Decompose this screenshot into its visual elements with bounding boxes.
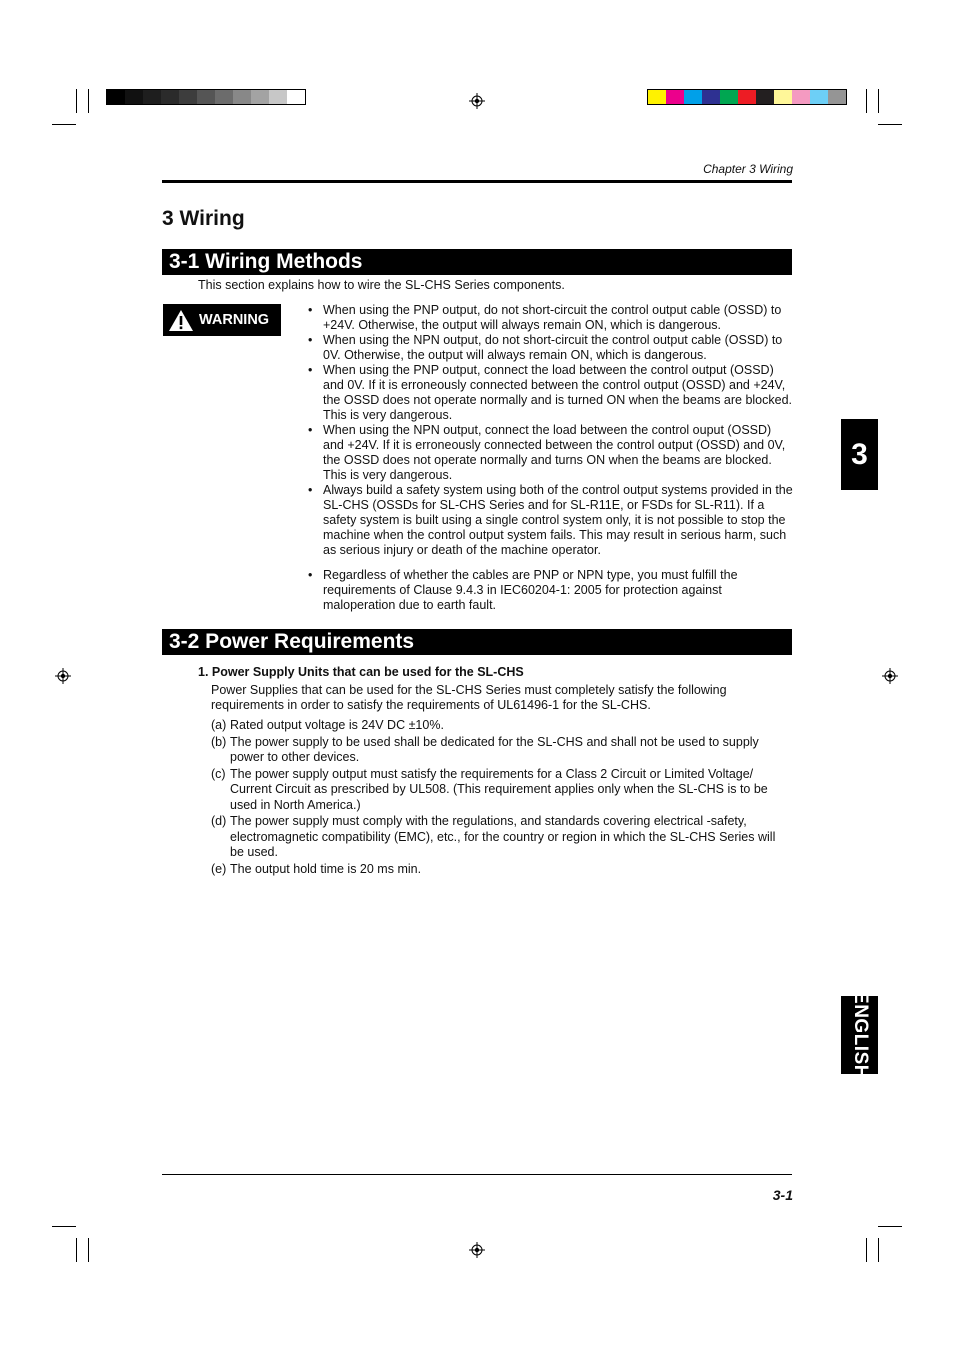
item-text: The power supply to be used shall be dedicated for the SL-CHS and shall not be used to supply power to other devices. [230,734,759,764]
footer-rule [162,1174,792,1175]
color-swatch [774,90,792,104]
header-rule [162,180,792,183]
warning-list [308,303,794,613]
list-item: • When using the NPN output, connect the load between the control ouput (OSSD) and +24V. If it is erroneously connected between the control output (OSSD) and 0V, the OSSD does not operate normally and turns ON when the beams are blocked. This is very dangerous. [308,423,794,483]
registration-mark-icon [55,668,71,684]
color-swatch [756,90,774,104]
list-item: • Always build a safety system using both of the control output systems provided in the SL-CHS (OSSDs for SL-CHS Series and for SL-R11E, or FSDs for SL-R11). If a safety system is built using a single control system only, it is not possible to stop the machine when the control output system fails. This may result in serious harm, such as serious injury or death of the machine operator. [308,483,794,558]
color-swatch [720,90,738,104]
warning-badge [163,304,281,336]
section-intro: This section explains how to wire the SL-CHS Series components. [198,278,565,292]
item-text: The output hold time is 20 ms min. [230,861,422,876]
registration-mark-icon [882,668,898,684]
color-swatch [269,90,287,104]
list-item: • When using the PNP output, do not short-circuit the control output cable (OSSD) to +24V. Otherwise, the output will always remain ON, which is dangerous. [308,303,794,333]
color-swatch [125,90,143,104]
color-swatch [215,90,233,104]
item-marker: (c) [211,766,226,781]
color-swatch [702,90,720,104]
item-text: The power supply output must satisfy the requirements for a Class 2 Circuit or Limited Voltage/ Current Circuit as prescribed by UL508. (This requirement applies only when the SL-CHS is to be used in North America.) [230,766,768,812]
chapter-title: 3 Wiring [162,207,245,230]
chapter-tab: 3 [841,419,878,490]
item-marker: (e) [211,861,227,876]
warning-label: WARNING [199,312,270,328]
item-text: Rated output voltage is 24V DC ±10%. [230,718,444,732]
gray-calibration-bar [106,89,306,105]
color-swatch [179,90,197,104]
color-swatch [828,90,846,104]
color-swatch [107,90,125,104]
item-marker: (b) [211,734,227,749]
list-item [211,718,791,734]
warning-triangle-icon [168,309,194,332]
item-marker: (a) [211,718,227,732]
color-calibration-bar [647,89,847,105]
list-item [211,735,791,766]
color-swatch [287,90,305,104]
list-item [211,814,791,861]
subheading-power-supply-units: 1. Power Supply Units that can be used for the SL-CHS [198,665,524,679]
color-swatch [738,90,756,104]
requirements-list [211,718,791,878]
list-item: • When using the NPN output, do not short-circuit the control output cable (OSSD) to 0V. Otherwise, the output will always remain ON, which is dangerous. [308,333,794,363]
color-swatch [197,90,215,104]
section-heading-power-requirements: 3-2 Power Requirements [162,629,792,655]
page-number: 3-1 [772,1187,793,1203]
color-swatch [684,90,702,104]
item-marker: (d) [211,814,227,828]
color-swatch [810,90,828,104]
color-swatch [161,90,179,104]
list-item: • Regardless of whether the cables are PNP or NPN type, you must fulfill the requirements of Clause 9.4.3 in IEC60204-1: 2005 for protection against maloperation due to earth fault. [308,568,794,613]
color-swatch [792,90,810,104]
list-item [211,862,791,878]
color-swatch [251,90,269,104]
language-tab [841,991,878,1079]
section-heading-wiring-methods: 3-1 Wiring Methods [162,249,792,275]
language-tab-label: ENGLISH [849,991,871,1079]
running-header: Chapter 3 Wiring [703,162,793,176]
color-swatch [648,90,666,104]
requirements-paragraph: Power Supplies that can be used for the SL-CHS Series must completely satisfy the following requirements in order to satisfy the requirements of UL61496-1 for the SL-CHS. [211,683,727,712]
registration-mark-icon [469,93,485,109]
color-swatch [666,90,684,104]
list-item: • When using the PNP output, connect the load between the control output (OSSD) and 0V. If it is erroneously connected between the control output (OSSD) and +24V, the OSSD does not operate normally and is turned ON when the beams are blocked. This is very dangerous. [308,363,794,423]
color-swatch [143,90,161,104]
color-swatch [233,90,251,104]
list-item [211,767,791,814]
item-text: The power supply must comply with the regulations, and standards covering electrical -safety, electromagnetic compatibility (EMC), etc., for the country or region in which the SL-CHS Series will be used. [230,814,776,859]
registration-mark-icon [469,1242,485,1258]
